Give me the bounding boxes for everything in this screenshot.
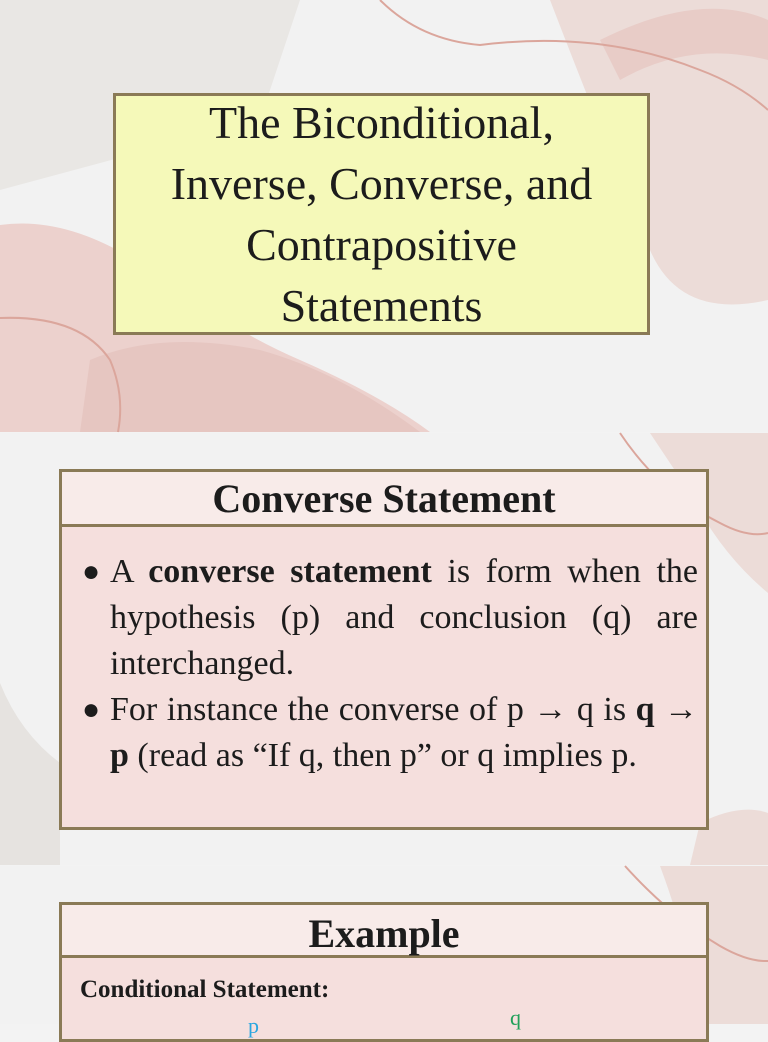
bullet-text-bold: converse statement bbox=[148, 553, 432, 590]
bullet-list bbox=[62, 527, 706, 779]
variable-p-label: p bbox=[248, 1013, 259, 1038]
variable-q-label: q bbox=[510, 1005, 521, 1030]
converse-slide bbox=[0, 433, 768, 865]
bullet-text-post: is form when the hypothesis (p) and conclusion (q) are interchanged. bbox=[110, 553, 698, 682]
bullet-item bbox=[82, 687, 698, 779]
card-heading: Converse Statement bbox=[62, 472, 706, 527]
bullet-text-post: (read as “If q, then p” or q implies p. bbox=[128, 737, 637, 774]
title-box bbox=[113, 93, 650, 335]
conditional-statement-label: Conditional Statement: bbox=[80, 976, 330, 1003]
example-card bbox=[59, 902, 709, 1042]
card-heading: Example bbox=[62, 905, 706, 958]
bullet-item bbox=[82, 549, 698, 687]
bullet-text-pre: A bbox=[110, 553, 149, 590]
bullet-text-pre: For instance the converse of p → q is bbox=[110, 691, 636, 728]
converse-card bbox=[59, 469, 709, 830]
slide-title: The Biconditional, Inverse, Converse, and Contrapositive Statements bbox=[170, 97, 593, 331]
bullet-text-bold: q → p bbox=[110, 691, 698, 774]
title-slide bbox=[0, 0, 768, 432]
example-slide bbox=[0, 866, 768, 1038]
bullet-icon: ● bbox=[82, 693, 101, 726]
bullet-icon: ● bbox=[82, 555, 101, 588]
